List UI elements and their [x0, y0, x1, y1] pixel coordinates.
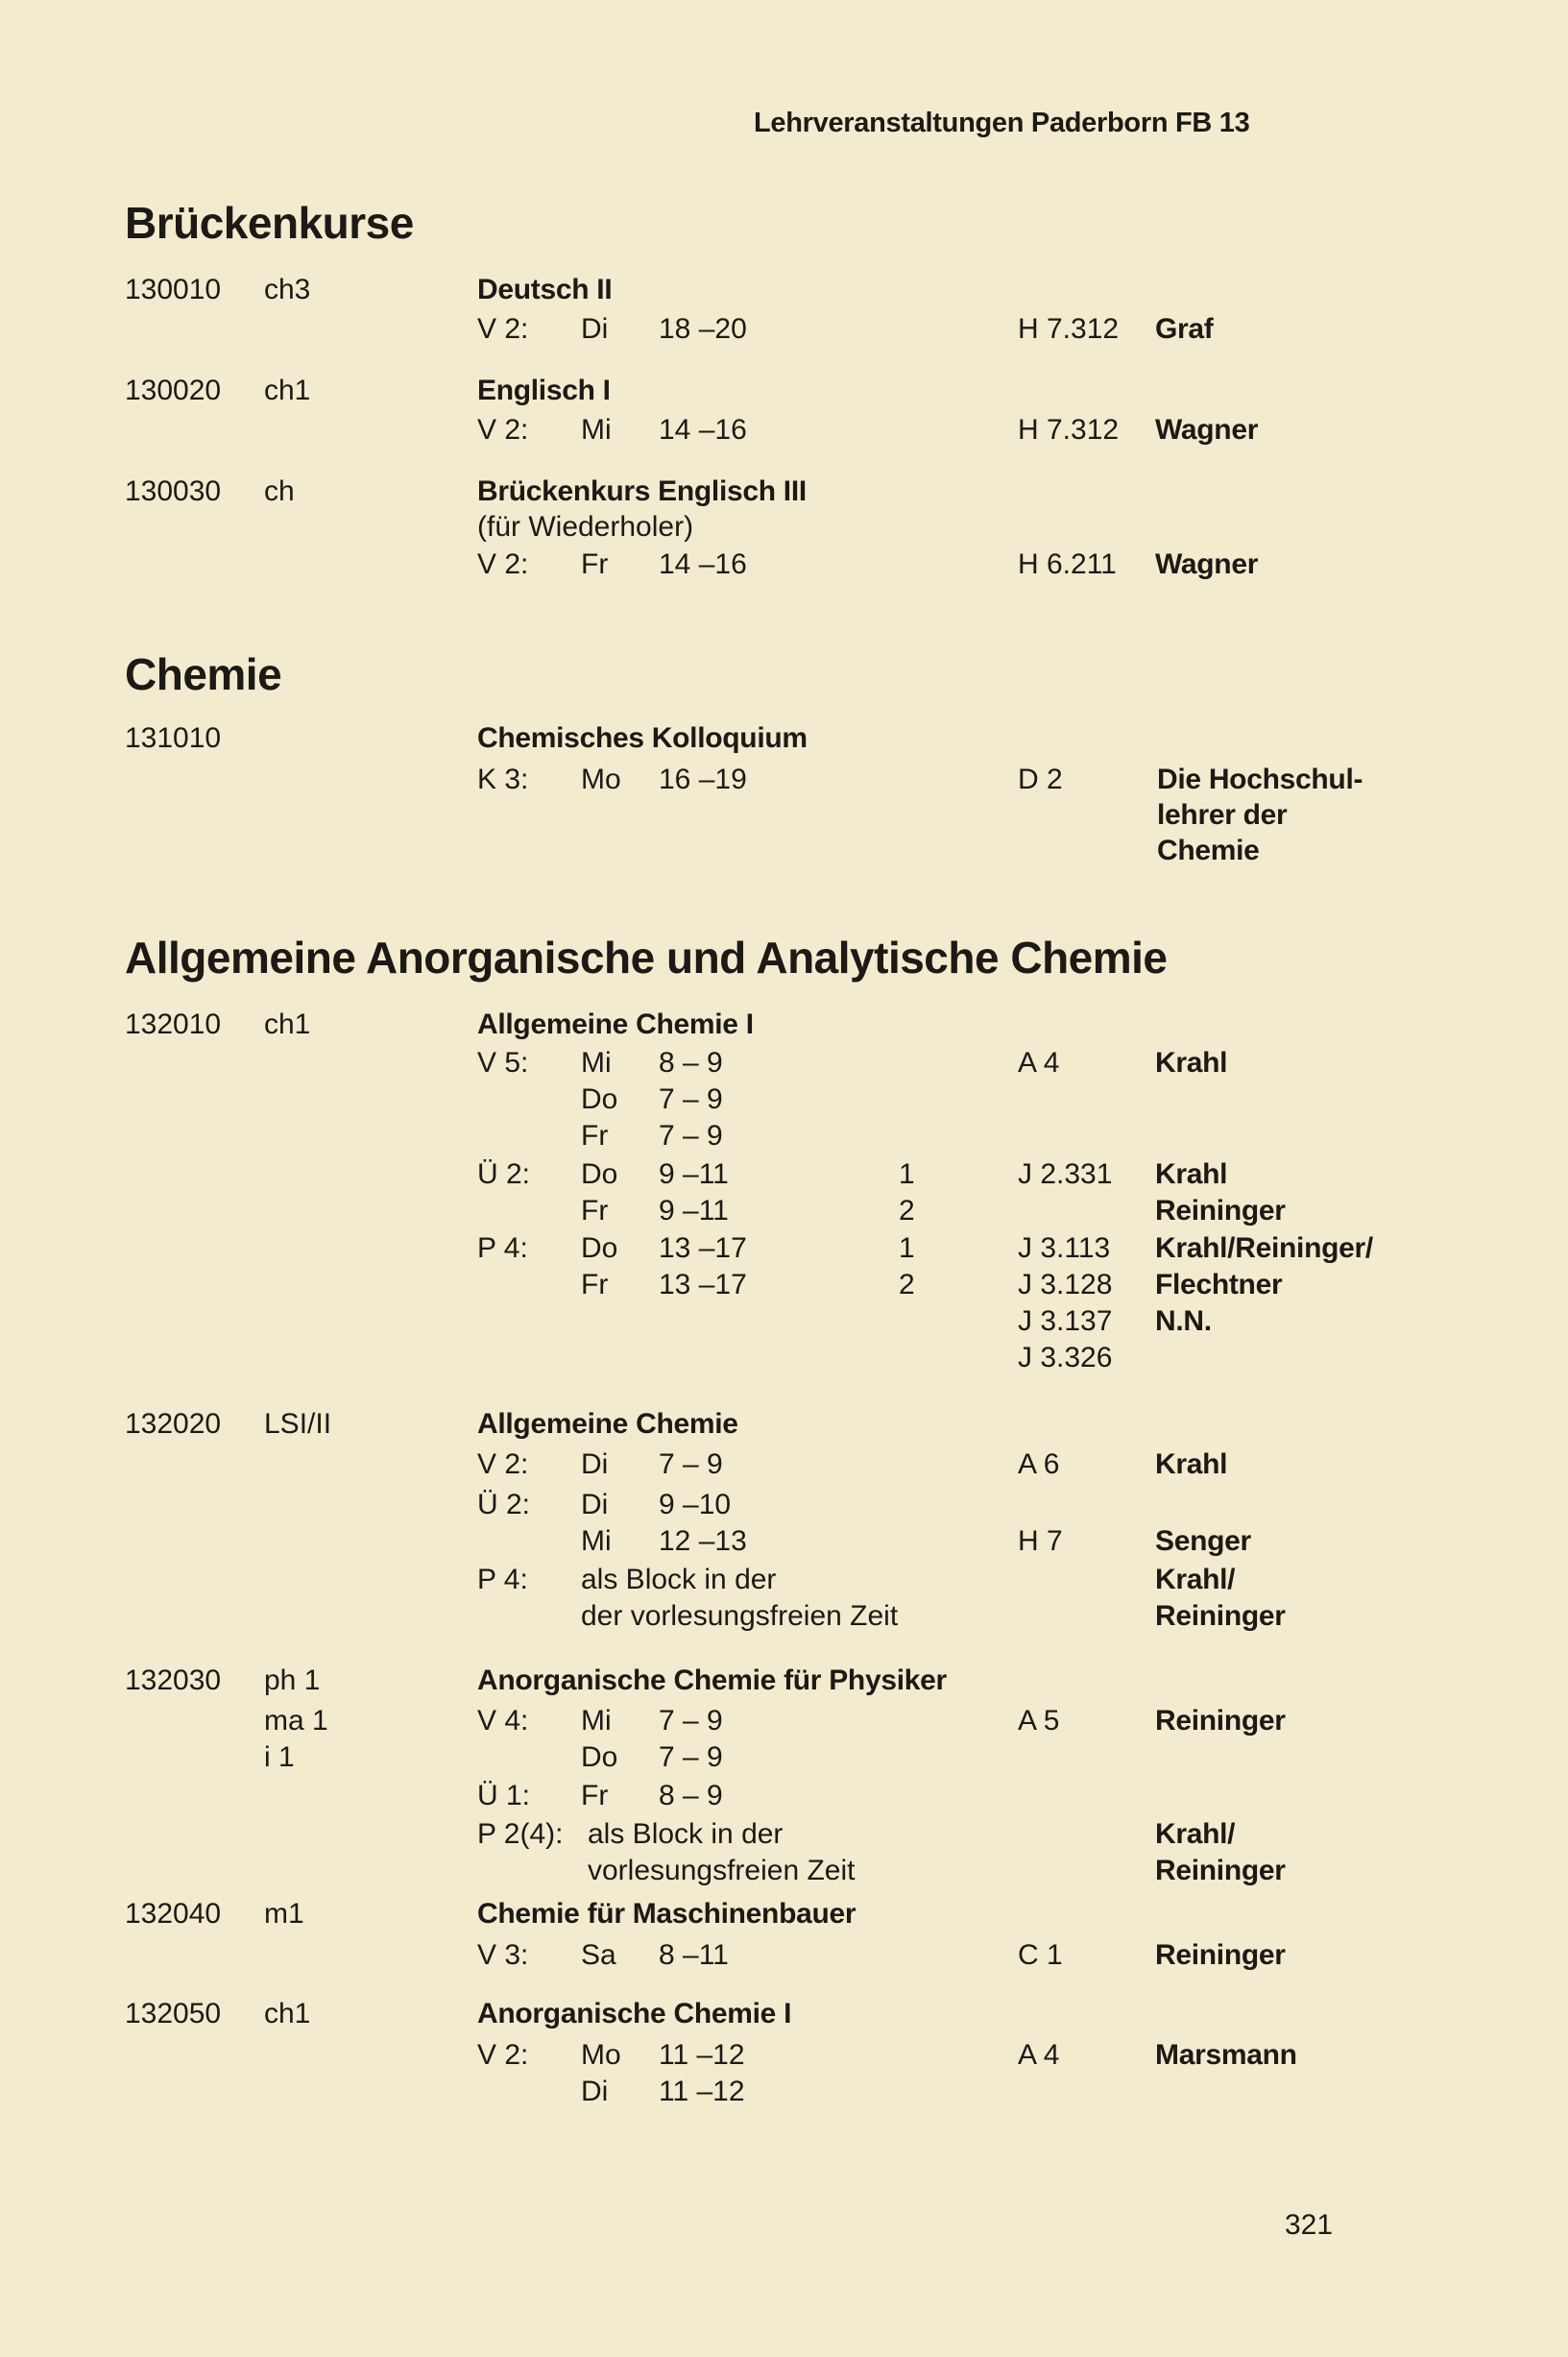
- course-room: H 7: [1018, 1525, 1063, 1557]
- course-code: ch1: [264, 375, 311, 406]
- section-title: Chemie: [125, 649, 282, 699]
- course-type: V 2:: [477, 2039, 529, 2071]
- course-room: H 7.312: [1018, 414, 1120, 446]
- course-time: 11 –12: [659, 2076, 745, 2107]
- course-time: 9 –11: [659, 1158, 729, 1190]
- course-room: D 2: [1018, 764, 1063, 795]
- course-number: 132040: [125, 1898, 222, 1930]
- course-number: 130020: [125, 375, 222, 406]
- course-room: H 6.211: [1018, 548, 1117, 580]
- course-code: m1: [264, 1898, 304, 1930]
- course-type: P 4:: [477, 1564, 528, 1595]
- course-title: Brückenkurs Englisch III: [477, 475, 807, 507]
- course-number: 130010: [125, 274, 222, 305]
- course-type: Ü 2:: [477, 1489, 531, 1520]
- course-type: V 2:: [477, 414, 529, 446]
- course-title: Englisch I: [477, 375, 611, 406]
- course-title: Anorganische Chemie für Physiker: [477, 1664, 947, 1696]
- course-group: 2: [899, 1195, 915, 1227]
- course-time: 7 – 9: [659, 1705, 723, 1737]
- course-lecturer: Reininger: [1155, 1195, 1286, 1227]
- course-type: V 5:: [477, 1047, 529, 1079]
- course-lecturer: Reininger: [1155, 1939, 1286, 1971]
- course-number: 132020: [125, 1408, 222, 1440]
- course-title: Chemie für Maschinenbauer: [477, 1898, 856, 1930]
- course-day: Do: [581, 1232, 618, 1264]
- course-room: A 4: [1018, 1047, 1060, 1079]
- course-lecturer: Reininger: [1155, 1705, 1286, 1737]
- course-type: Ü 2:: [477, 1158, 531, 1190]
- course-number: 130030: [125, 475, 222, 507]
- course-type: Ü 1:: [477, 1780, 531, 1811]
- course-type: V 2:: [477, 1448, 529, 1480]
- course-code: ch3: [264, 274, 311, 305]
- course-lecturer: Krahl/: [1155, 1564, 1236, 1595]
- course-type: V 2:: [477, 313, 529, 345]
- course-lecturer: Krahl/: [1155, 1818, 1236, 1850]
- page-number: 321: [1285, 2209, 1334, 2241]
- course-time: 14 –16: [659, 548, 747, 580]
- course-day: Do: [581, 1083, 618, 1115]
- course-room: A 5: [1018, 1705, 1060, 1737]
- course-room: J 3.137: [1018, 1305, 1113, 1337]
- course-time: 18 –20: [659, 313, 747, 345]
- course-time: 8 –11: [659, 1939, 729, 1971]
- course-type: K 3:: [477, 764, 529, 795]
- course-time: 11 –12: [659, 2039, 745, 2071]
- course-note: der vorlesungsfreien Zeit: [581, 1600, 899, 1632]
- course-lecturer: lehrer der: [1157, 799, 1288, 831]
- course-time: 16 –19: [659, 764, 747, 795]
- course-group: 1: [899, 1158, 915, 1190]
- course-code: ch1: [264, 1008, 311, 1040]
- course-note: vorlesungsfreien Zeit: [588, 1855, 856, 1886]
- course-title: Anorganische Chemie I: [477, 1998, 792, 2029]
- course-time: 8 – 9: [659, 1047, 723, 1079]
- course-code: ch: [264, 475, 295, 507]
- course-time: 14 –16: [659, 414, 747, 446]
- course-day: Di: [581, 1448, 609, 1480]
- course-type: P 4:: [477, 1232, 528, 1264]
- course-room: J 2.331: [1018, 1158, 1113, 1190]
- course-lecturer: N.N.: [1155, 1305, 1212, 1337]
- course-code: ch1: [264, 1998, 311, 2029]
- course-time: 7 – 9: [659, 1448, 723, 1480]
- course-time: 8 – 9: [659, 1780, 723, 1811]
- course-day: Mi: [581, 1705, 612, 1737]
- course-day: Do: [581, 1741, 618, 1773]
- course-code: LSI/II: [264, 1408, 332, 1440]
- course-group: 2: [899, 1269, 915, 1300]
- course-lecturer: Chemie: [1157, 835, 1260, 866]
- course-day: Fr: [581, 1120, 609, 1152]
- course-subtitle: (für Wiederholer): [477, 511, 694, 543]
- course-day: Mi: [581, 1047, 612, 1079]
- course-title: Allgemeine Chemie I: [477, 1008, 754, 1040]
- course-lecturer: Wagner: [1155, 548, 1259, 580]
- course-code: ma 1: [264, 1705, 328, 1737]
- course-day: Di: [581, 1489, 609, 1520]
- course-title: Allgemeine Chemie: [477, 1408, 738, 1440]
- course-day: Mo: [581, 764, 621, 795]
- course-code: ph 1: [264, 1664, 321, 1696]
- course-code: i 1: [264, 1741, 295, 1773]
- course-room: H 7.312: [1018, 313, 1120, 345]
- course-number: 132050: [125, 1998, 222, 2029]
- course-room: J 3.326: [1018, 1342, 1113, 1373]
- course-group: 1: [899, 1232, 915, 1264]
- course-type: P 2(4):: [477, 1818, 564, 1850]
- course-room: J 3.128: [1018, 1269, 1113, 1300]
- course-lecturer: Graf: [1155, 313, 1214, 345]
- course-lecturer: Reininger: [1155, 1855, 1286, 1886]
- course-day: Mi: [581, 1525, 612, 1557]
- course-number: 132030: [125, 1664, 222, 1696]
- course-title: Deutsch II: [477, 274, 613, 305]
- course-room: J 3.113: [1018, 1232, 1111, 1264]
- course-lecturer: Reininger: [1155, 1600, 1286, 1632]
- course-number: 132010: [125, 1008, 222, 1040]
- course-lecturer: Krahl/Reininger/: [1155, 1232, 1373, 1264]
- course-lecturer: Marsmann: [1155, 2039, 1297, 2071]
- course-day: Fr: [581, 1780, 609, 1811]
- course-day: Fr: [581, 1269, 609, 1300]
- course-time: 9 –10: [659, 1489, 732, 1520]
- course-day: Fr: [581, 548, 609, 580]
- course-lecturer: Krahl: [1155, 1448, 1228, 1480]
- course-day: Do: [581, 1158, 618, 1190]
- course-time: 12 –13: [659, 1525, 747, 1557]
- course-room: C 1: [1018, 1939, 1063, 1971]
- course-number: 131010: [125, 722, 222, 754]
- course-time: 9 –11: [659, 1195, 729, 1227]
- course-lecturer: Krahl: [1155, 1047, 1228, 1079]
- course-day: Mi: [581, 414, 612, 446]
- course-room: A 4: [1018, 2039, 1060, 2071]
- course-time: 7 – 9: [659, 1741, 723, 1773]
- section-title: Allgemeine Anorganische und Analytische Chemie: [125, 933, 1168, 983]
- course-day: Fr: [581, 1195, 609, 1227]
- course-day: Di: [581, 313, 609, 345]
- running-head: Lehrveranstaltungen Paderborn FB 13: [754, 108, 1250, 138]
- course-lecturer: Die Hochschul-: [1157, 764, 1363, 795]
- course-lecturer: Krahl: [1155, 1158, 1228, 1190]
- course-time: 7 – 9: [659, 1083, 723, 1115]
- course-time: 13 –17: [659, 1269, 747, 1300]
- course-room: A 6: [1018, 1448, 1060, 1480]
- course-day: Sa: [581, 1939, 616, 1971]
- course-title: Chemisches Kolloquium: [477, 722, 808, 754]
- course-note: als Block in der: [581, 1564, 777, 1595]
- course-day: Di: [581, 2076, 609, 2107]
- course-type: V 4:: [477, 1705, 529, 1737]
- course-time: 13 –17: [659, 1232, 747, 1264]
- course-lecturer: Senger: [1155, 1525, 1251, 1557]
- course-type: V 3:: [477, 1939, 529, 1971]
- course-lecturer: Flechtner: [1155, 1269, 1283, 1300]
- course-note: als Block in der: [588, 1818, 784, 1850]
- course-day: Mo: [581, 2039, 621, 2071]
- course-lecturer: Wagner: [1155, 414, 1259, 446]
- course-time: 7 – 9: [659, 1120, 723, 1152]
- course-type: V 2:: [477, 548, 529, 580]
- section-title: Brückenkurse: [125, 198, 414, 248]
